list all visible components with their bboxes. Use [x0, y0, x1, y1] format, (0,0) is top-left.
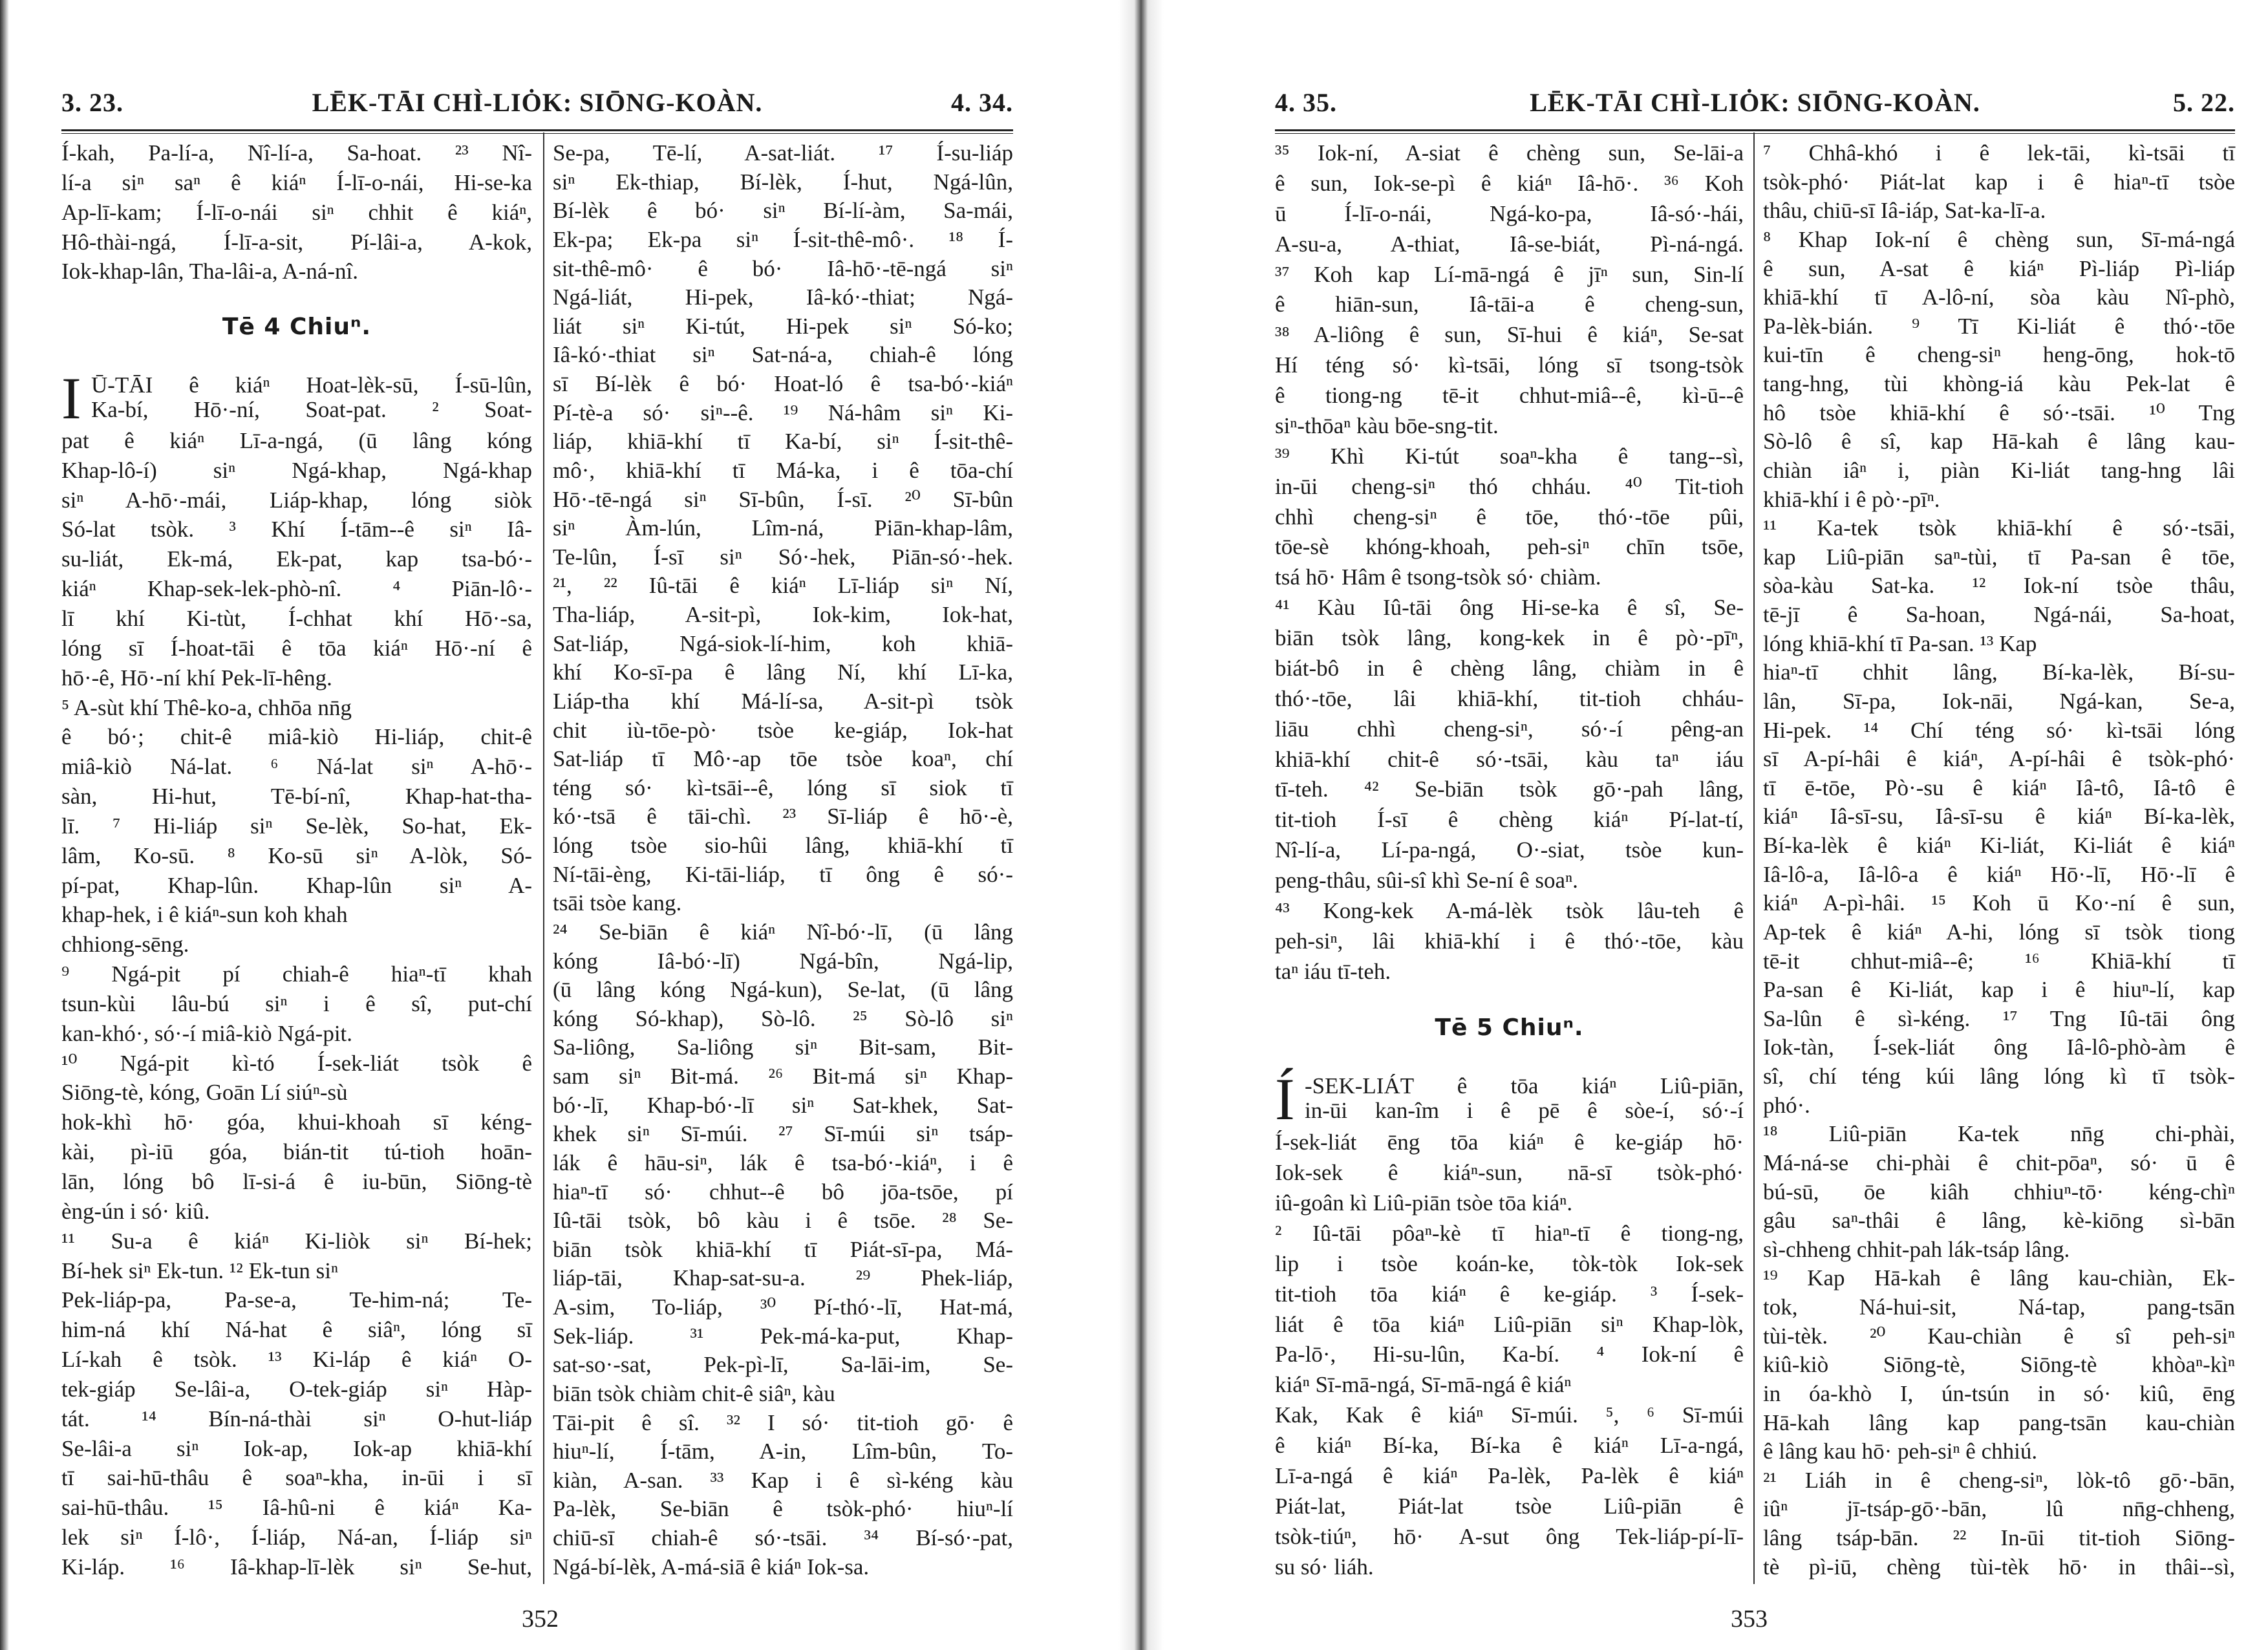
text-line: Ka-bí, Hō·-ní, Soat-pat. ² Soat-	[91, 397, 532, 423]
text-line: ¹⁰ Ngá-pit kì-tó Í-sek-liát tsòk ê	[61, 1050, 532, 1076]
text-line: Bí-ka-lèk ê kiáⁿ Ki-liát, Ki-liát ê kiáⁿ	[1763, 833, 2235, 858]
text-line: tōe-sè khóng-khoah, peh-siⁿ chīn tsōe,	[1275, 534, 1744, 560]
text-line: Hô-thài-ngá, Í-lī-a-sit, Pí-lâi-a, A-kok,	[61, 229, 532, 255]
text-line: kiáⁿ Sī-mā-ngá, Sī-mā-ngá ê kiáⁿ	[1275, 1372, 1572, 1398]
text-line: kiáⁿ A-pì-hâi. ¹⁵ Koh ū Ko·-ní ê sun,	[1763, 890, 2235, 916]
text-line: lâng tsáp-bān. ²² In-ūi tit-tioh Siōng-	[1763, 1525, 2235, 1550]
text-line: kan-khó·, só·-í miâ-kiò Ngá-pit.	[61, 1020, 353, 1046]
text-line: tsòk-phó· Piát-lat kap i ê hiaⁿ-tī tsòe	[1763, 169, 2235, 195]
text-line: su só· liáh.	[1275, 1554, 1374, 1580]
text-line: Piát-lat, Piát-lat tsòe Liû-piān ê	[1275, 1493, 1744, 1519]
text-line: Ní-tāi-èng, Ki-tāi-liáp, tī ông ê só·-	[553, 861, 1013, 887]
text-line: kiáⁿ Khap-sek-lek-phò-nî. ⁴ Piān-lô·-	[61, 576, 532, 602]
text-line: Ap-tek ê kiáⁿ A-hi, lóng sī tsòk tiong	[1763, 919, 2235, 945]
text-line: lān, lóng bô lī-si-á ê iu-būn, Siōng-tè	[61, 1169, 532, 1194]
text-line: ¹¹ Ka-tek tsòk khiā-khí ê só·-tsāi,	[1763, 515, 2235, 541]
text-column	[553, 141, 1013, 1580]
page-edge-shadow	[0, 0, 9, 1650]
drop-cap-paragraph	[1275, 1066, 1744, 1133]
header-title: LĒK-TĀI CHÌ-LIȮK: SIŌNG-KOÀN.	[1530, 88, 1980, 117]
text-line: khek siⁿ Sī-múi. ²⁷ Sī-múi siⁿ tsáp-	[553, 1121, 1013, 1147]
column-divider	[543, 133, 544, 1584]
text-line: lóng khiā-khí tī Pa-san. ¹³ Kap	[1763, 630, 2037, 656]
text-line: sai-hū-thâu. ¹⁵ Iâ-hû-ni ê kiáⁿ Ka-	[61, 1495, 532, 1521]
text-line: lek siⁿ Í-lô·, Í-liáp, Ná-an, Í-liáp siⁿ	[61, 1525, 532, 1550]
chapter-heading: Tē 5 Chiuⁿ.	[1435, 1014, 1584, 1041]
text-line: khap-hek, i ê kiáⁿ-sun koh khah	[61, 902, 348, 928]
text-line: Má-ná-se chi-phài ê chit-pōaⁿ, só· ū ê	[1763, 1150, 2235, 1175]
text-line: chit iù-tōe-pò· tsòe ke-giáp, Iok-hat	[553, 717, 1013, 743]
text-line: kóng Só-khap), Sò-lô. ²⁵ Sò-lô siⁿ	[553, 1005, 1013, 1031]
text-line: -SEK-LIÁT ê tōa kiáⁿ Liû-piān,	[1305, 1073, 1744, 1099]
text-line: chiàn iâⁿ i, piàn Ki-liát tang-hng lâi	[1763, 457, 2235, 483]
text-line: him-ná khí Ná-hat ê siâⁿ, lóng sī	[61, 1317, 532, 1343]
text-line: Te-lûn, Í-sī siⁿ Só·-hek, Piān-só·-hek.	[553, 544, 1013, 570]
text-line: khí Ko-sī-pa ê lâng Ní, khí Lī-ka,	[553, 659, 1013, 685]
text-line: iûⁿ jī-tsáp-gō·-bān, lû nn̄g-chheng,	[1763, 1496, 2235, 1522]
text-line: chhì cheng-siⁿ ê tōe, thó·-tōe pûi,	[1275, 504, 1744, 530]
text-line: thó·-tōe, lâi khiā-khí, tit-tioh chháu-	[1275, 685, 1744, 711]
text-line: tsá hō· Hâm ê tsong-tsòk só· chiàm.	[1275, 564, 1601, 590]
text-line: liát ê tōa kiáⁿ Liû-piān siⁿ Khap-lòk,	[1275, 1311, 1744, 1337]
text-line: kap Liû-piān saⁿ-tùi, tī Pa-san ê tōe,	[1763, 544, 2235, 570]
text-line: ê sun, A-sat ê kiáⁿ Pì-liáp Pì-liáp	[1763, 255, 2235, 281]
text-line: Lí-kah ê tsòk. ¹³ Ki-láp ê kiáⁿ O-	[61, 1347, 532, 1373]
text-line: lóng sī Í-hoat-tāi ê tōa kiáⁿ Hō·-ní ê	[61, 635, 532, 661]
text-line: lí-a siⁿ saⁿ ê kiáⁿ Í-lī-o-nái, Hi-se-ka	[61, 169, 532, 195]
text-line: kó·-tsā ê tāi-chì. ²³ Sī-liáp ê hō·-è,	[553, 804, 1013, 830]
text-line: liáp, khiā-khí tī Ka-bí, siⁿ Í-sit-thê-	[553, 429, 1013, 455]
text-line: Hā-kah lâng kap pang-tsān kau-chiàn	[1763, 1409, 2235, 1435]
text-line: sit-thê-mô· ê bó· Iâ-hō·-tē-ngá siⁿ	[553, 255, 1013, 281]
text-line: iû-goân kì Liû-piān tsòe tōa kiáⁿ.	[1275, 1190, 1573, 1216]
text-line: tī-teh. ⁴² Se-biān tsòk gō·-pah lâng,	[1275, 777, 1744, 802]
text-line: lák ê hāu-siⁿ, lák ê tsa-bó·-kiáⁿ, i ê	[553, 1150, 1013, 1175]
text-line: tok, Ná-hui-sit, Ná-tap, pang-tsān	[1763, 1294, 2235, 1320]
text-line: pat ê kiáⁿ Lī-a-ngá, (ū lâng kóng	[61, 427, 532, 453]
book-gutter	[1118, 0, 1164, 1650]
text-line: liát siⁿ Ki-tút, Hi-pek siⁿ Só-ko;	[553, 313, 1013, 339]
text-line: liáp-tāi, Khap-sat-su-a. ²⁹ Phek-liáp,	[553, 1265, 1013, 1291]
text-line: Ngá-liát, Hi-pek, Iâ-kó·-thiat; Ngá-	[553, 284, 1013, 310]
drop-cap-paragraph	[61, 365, 532, 432]
text-line: lâm, Ko-sū. ⁸ Ko-sū siⁿ A-lòk, Só-	[61, 842, 532, 868]
text-line: Liáp-tha khí Má-lí-sa, A-sit-pì tsòk	[553, 688, 1013, 714]
text-column	[61, 141, 532, 1580]
text-line: biān tsòk lâng, kong-kek in ê pò·-pīⁿ,	[1275, 625, 1744, 650]
text-line: Pa-lō·, Hi-su-lûn, Ka-bí. ⁴ Iok-ní ê	[1275, 1342, 1744, 1367]
text-line: ê bó·; chit-ê miâ-kiò Hi-liáp, chit-ê	[61, 724, 532, 750]
text-line: miâ-kiò Ná-lat. ⁶ Ná-lat siⁿ A-hō·-	[61, 754, 532, 780]
text-line: Pí-tè-a só· siⁿ--ê. ¹⁹ Ná-hâm siⁿ Ki-	[553, 400, 1013, 425]
text-line: A-su-a, A-thiat, Iâ-se-biát, Pì-ná-ngá.	[1275, 231, 1744, 257]
text-line: tsun-kùi lâu-bú siⁿ i ê sî, put-chí	[61, 991, 532, 1016]
text-line: mô·, khiā-khí tī Má-ka, i ê tōa-chí	[553, 457, 1013, 483]
text-line: siⁿ-thōaⁿ kàu bōe-sng-tit.	[1275, 412, 1499, 438]
text-line: Ngá-bí-lèk, A-má-siā ê kiáⁿ Iok-sa.	[553, 1554, 870, 1580]
text-line: khiā-khí i ê pò·-pīⁿ.	[1763, 486, 1940, 512]
text-line: gâu saⁿ-thâi ê lâng, kè-kiōng sì-bān	[1763, 1208, 2235, 1234]
text-line: ê lâng kau hō· peh-siⁿ ê chhiú.	[1763, 1439, 2038, 1464]
text-line: tē-jī ê Sa-hoan, Ngá-nái, Sa-hoat,	[1763, 602, 2235, 627]
text-line: Sò-lô ê sî, kap Hā-kah ê lâng kau-	[1763, 429, 2235, 455]
text-line: Ek-pa; Ek-pa siⁿ Í-sit-thê-mô·. ¹⁸ Í-	[553, 226, 1013, 252]
text-line: Sat-liáp tī Mô·-ap tōe tsòe koaⁿ, chí	[553, 746, 1013, 772]
text-line: Ū-TĀI ê kiáⁿ Hoat-lèk-sū, Í-sū-lûn,	[91, 372, 532, 398]
text-line: in óa-khò I, ún-tsún in só· kiû, ēng	[1763, 1380, 2235, 1406]
text-line: in-ūi kan-îm i ê pē ê sòe-í, só·-í	[1305, 1098, 1744, 1124]
text-line: ê tiong-ng tē-it chhut-miâ--ê, kì-ū--ê	[1275, 383, 1744, 408]
text-line: peh-siⁿ, lâi khiā-khí i ê thó·-tōe, kàu	[1275, 928, 1744, 954]
text-line: Khap-lô-í) siⁿ Ngá-khap, Ngá-khap	[61, 457, 532, 483]
text-line: lī. ⁷ Hi-liáp siⁿ Se-lèk, So-hat, Ek-	[61, 813, 532, 839]
running-header	[61, 87, 1013, 120]
text-line: ⁷ Chhâ-khó i ê lek-tāi, kì-tsāi tī	[1763, 140, 2235, 166]
text-line: Í-kah, Pa-lí-a, Nî-lí-a, Sa-hoat. ²³ Nî-	[61, 140, 532, 166]
drop-cap-initial: I	[61, 365, 81, 432]
text-line: Hi-pek. ¹⁴ Chí téng só· kì-tsāi lóng	[1763, 717, 2235, 743]
text-line: ê kiáⁿ Bí-ka, Bí-ka ê kiáⁿ Lī-a-ngá,	[1275, 1433, 1744, 1458]
text-line: tùi-tèk. ²⁰ Kau-chiàn ê sî peh-siⁿ	[1763, 1323, 2235, 1349]
right-page	[1275, 0, 2235, 1650]
text-line: hiaⁿ-tī só· chhut--ê bô jōa-tsōe, pí	[553, 1179, 1013, 1205]
text-line: èng-ún i só· kiû.	[61, 1198, 210, 1224]
text-line: Iû-tāi tsòk, bô kàu i ê tsōe. ²⁸ Se-	[553, 1208, 1013, 1234]
text-line: ²⁴ Se-biān ê kiáⁿ Nî-bó·-lī, (ū lâng	[553, 919, 1013, 945]
text-column	[1275, 141, 1744, 1580]
text-line: kiàn, A-san. ³³ Kap i ê sì-kéng kàu	[553, 1467, 1013, 1493]
text-line: ²¹ Liáh in ê cheng-siⁿ, lòk-tô gō·-bān,	[1763, 1467, 2235, 1493]
text-line: (ū lâng kóng Ngá-kun), Se-lat, (ū lâng	[553, 977, 1013, 1003]
text-line: ³⁸ A-liông ê sun, Sī-hui ê kiáⁿ, Se-sat	[1275, 322, 1744, 348]
text-line: siⁿ Àm-lún, Lîm-ná, Piān-khap-lâm,	[553, 515, 1013, 541]
chapter-heading: Tē 4 Chiuⁿ.	[222, 314, 372, 341]
text-line: Hí téng só· kì-tsāi, lóng sī tsong-tsòk	[1275, 352, 1744, 378]
text-line: siⁿ Ek-thiap, Bí-lèk, Í-hut, Ngá-lûn,	[553, 169, 1013, 195]
text-line: ¹⁹ Kap Hā-kah ê lâng kau-chiàn, Ek-	[1763, 1265, 2235, 1291]
text-line: Só-lat tsòk. ³ Khí Í-tām--ê siⁿ Iâ-	[61, 517, 532, 542]
text-line: Sek-liáp. ³¹ Pek-má-ka-put, Khap-	[553, 1323, 1013, 1349]
text-line: su-liát, Ek-má, Ek-pat, kap tsa-bó·-	[61, 546, 532, 572]
text-line: ⁹ Ngá-pit pí chiah-ê hiaⁿ-tī khah	[61, 961, 532, 987]
text-line: Ap-lī-kam; Í-lī-o-nái siⁿ chhit ê kiáⁿ,	[61, 199, 532, 225]
text-line: lóng tsòe sio-hûi lâng, khiā-khí tī	[553, 833, 1013, 858]
text-line: ⁵ A-sùt khí Thê-ko-a, chhōa nn̄g	[61, 694, 352, 720]
text-line: tī ē-tōe, Pò·-su ê kiáⁿ Iâ-tô, Iâ-tô ê	[1763, 775, 2235, 800]
text-line: ²¹, ²² Iû-tāi ê kiáⁿ Lī-liáp siⁿ Ní,	[553, 573, 1013, 599]
text-line: lip i tsòe koán-ke, tòk-tòk Iok-sek	[1275, 1250, 1744, 1276]
text-line: lân, Sī-pa, Iok-nāi, Ngá-kan, Se-a,	[1763, 688, 2235, 714]
text-line: Iâ-kó·-thiat siⁿ Sat-ná-a, chiah-ê lóng	[553, 342, 1013, 368]
header-rule	[1275, 129, 2235, 134]
text-line: Iok-tàn, Í-sek-liát ông Iâ-lô-phò-àm ê	[1763, 1034, 2235, 1060]
text-line: hok-khì hō· góa, khui-khoah sī kéng-	[61, 1109, 532, 1135]
text-line: Bí-lèk ê bó· siⁿ Bí-lí-àm, Sa-mái,	[553, 198, 1013, 224]
text-line: Iok-sek ê kiáⁿ-sun, nā-sī tsòk-phó·	[1275, 1160, 1744, 1186]
text-line: biān tsòk chiàm chit-ê siâⁿ, kàu	[553, 1380, 835, 1406]
text-line: siⁿ A-hō·-mái, Liáp-khap, lóng siòk	[61, 487, 532, 513]
text-line: Pa-lèk, Se-biān ê tsòk-phó· hiuⁿ-lí	[553, 1496, 1013, 1522]
text-line: khiā-khí tī A-lô-ní, sòa kàu Nî-phò,	[1763, 284, 2235, 310]
text-line: sam siⁿ Bit-má. ²⁶ Bit-má siⁿ Khap-	[553, 1064, 1013, 1089]
text-column	[1763, 141, 2235, 1580]
text-line: sì-chheng chhit-pah lák-tsáp lâng.	[1763, 1236, 2070, 1262]
text-line: A-sim, To-liáp, ³⁰ Pí-thó·-lī, Hat-má,	[553, 1294, 1013, 1320]
text-line: in-ūi cheng-siⁿ thó chháu. ⁴⁰ Tit-tioh	[1275, 473, 1744, 499]
text-line: sî, chí téng kúi lâng lóng kì tī tsòk-	[1763, 1064, 2235, 1089]
header-verse-end: 4. 34.	[951, 88, 1013, 117]
text-line: thâu, chiū-sī Iâ-iáp, Sat-ka-lī-a.	[1763, 198, 2046, 224]
text-line: liāu chhì cheng-siⁿ, só·-í pêng-an	[1275, 716, 1744, 742]
text-line: hiuⁿ-lí, Í-tām, A-in, Lîm-bûn, To-	[553, 1439, 1013, 1464]
text-line: phó·.	[1763, 1092, 1810, 1118]
text-line: ³⁵ Iok-ní, A-siat ê chèng sun, Se-lāi-a	[1275, 140, 1744, 166]
text-line: Bí-hek siⁿ Ek-tun. ¹² Ek-tun siⁿ	[61, 1258, 338, 1283]
text-line: ³⁷ Koh kap Lí-mā-ngá ê jīⁿ sun, Sin-lí	[1275, 261, 1744, 287]
text-line: tang-hng, tùi khòng-iá kàu Pek-lat ê	[1763, 371, 2235, 396]
text-line: Iok-khap-lân, Tha-lâi-a, A-ná-nî.	[61, 259, 359, 284]
text-line: Se-pa, Tē-lí, A-sat-liát. ¹⁷ Í-su-liáp	[553, 140, 1013, 166]
text-line: Tha-liáp, A-sit-pì, Iok-kim, Iok-hat,	[553, 602, 1013, 627]
text-line: ¹⁸ Liû-piān Ka-tek nn̄g chi-phài,	[1763, 1121, 2235, 1147]
text-line: tī sai-hū-thâu ê soaⁿ-kha, in-ūi i sī	[61, 1465, 532, 1491]
text-line: tsāi tsòe kang.	[553, 890, 682, 916]
header-title: LĒK-TĀI CHÌ-LIȮK: SIŌNG-KOÀN.	[312, 88, 763, 117]
text-line: ⁸ Khap Iok-ní ê chèng sun, Sī-má-ngá	[1763, 226, 2235, 252]
text-line: peng-thâu, sûi-sî khì Se-ní ê soaⁿ.	[1275, 868, 1578, 893]
text-line: Nî-lí-a, Lí-pa-ngá, O·-siat, tsòe kun-	[1275, 837, 1744, 863]
text-line: Í-sek-liát ēng tōa kiáⁿ ê ke-giáp hō·	[1275, 1130, 1744, 1155]
text-line: biān tsòk khiā-khí tī Piát-sī-pa, Má-	[553, 1236, 1013, 1262]
text-line: tè pì-iū, chèng tùi-tèk hō· in thâi--sì,	[1763, 1554, 2235, 1580]
text-line: pí-pat, Khap-lûn. Khap-lûn siⁿ A-	[61, 872, 532, 898]
text-line: sī Bí-lèk ê bó· Hoat-ló ê tsa-bó·-kiáⁿ	[553, 371, 1013, 396]
text-line: khiā-khí chit-ê só·-tsāi, kàu taⁿ iáu	[1275, 746, 1744, 772]
text-line: bú-sū, ōe kiâh chhiuⁿ-tō· kéng-chìⁿ	[1763, 1179, 2235, 1205]
text-line: hiaⁿ-tī chhit lâng, Bí-ka-lèk, Bí-su-	[1763, 659, 2235, 685]
text-line: Pek-liáp-pa, Pa-se-a, Te-him-ná; Te-	[61, 1287, 532, 1313]
text-line: Hō·-tē-ngá siⁿ Sī-bûn, Í-sī. ²⁰ Sī-bûn	[553, 486, 1013, 512]
text-line: sàn, Hi-hut, Tē-bí-nî, Khap-hat-tha-	[61, 784, 532, 809]
header-verse-end: 5. 22.	[2173, 88, 2235, 117]
text-line: biát-bô in ê chèng lâng, chiàm in ê	[1275, 655, 1744, 681]
header-verse-start: 4. 35.	[1275, 88, 1337, 117]
header-verse-start: 3. 23.	[61, 88, 123, 117]
page-number: 352	[522, 1605, 559, 1633]
text-line: chhiong-sēng.	[61, 932, 189, 958]
text-line: sòa-kàu Sat-ka. ¹² Iok-ní tsòe thâu,	[1763, 573, 2235, 599]
text-line: hô tsòe khiā-khí ê só·-tsāi. ¹⁰ Tng	[1763, 400, 2235, 425]
column-divider	[1753, 133, 1755, 1584]
left-page	[61, 0, 1013, 1650]
text-line: Se-lâi-a siⁿ Iok-ap, Iok-ap khiā-khí	[61, 1435, 532, 1461]
text-line: ¹¹ Su-a ê kiáⁿ Ki-liòk siⁿ Bí-hek;	[61, 1228, 532, 1254]
text-line: sī A-pí-hâi ê kiáⁿ, A-pí-hâi ê tsòk-phó·	[1763, 746, 2235, 772]
text-line: bó·-lī, Khap-bó·-lī siⁿ Sat-khek, Sat-	[553, 1092, 1013, 1118]
text-line: kóng Iâ-bó·-lī) Ngá-bîn, Ngá-lip,	[553, 948, 1013, 974]
text-line: hō·-ê, Hō·-ní khí Pek-lī-hêng.	[61, 665, 332, 691]
text-line: taⁿ iáu tī-teh.	[1275, 958, 1391, 984]
text-line: Sat-liáp, Ngá-siok-lí-him, koh khiā-	[553, 630, 1013, 656]
text-line: sat-so·-sat, Pek-pì-lī, Sa-lāi-im, Se-	[553, 1352, 1013, 1378]
running-header	[1275, 87, 2235, 120]
header-rule	[61, 129, 1013, 134]
text-line: Lī-a-ngá ê kiáⁿ Pa-lèk, Pa-lèk ê kiáⁿ	[1275, 1462, 1744, 1488]
text-line: Pa-san ê Ki-liát, kap i ê hiuⁿ-lí, kap	[1763, 977, 2235, 1003]
text-line: Pa-lèk-bián. ⁹ Tī Ki-liát ê thó·-tōe	[1763, 313, 2235, 339]
text-line: Kak, Kak ê kiáⁿ Sī-múi. ⁵, ⁶ Sī-múi	[1275, 1402, 1744, 1428]
text-line: Iâ-lô-a, Iâ-lô-a ê kiáⁿ Hō·-lī, Hō·-lī ê	[1763, 861, 2235, 887]
text-line: tē-it chhut-miâ--ê; ¹⁶ Khiā-khí tī	[1763, 948, 2235, 974]
text-line: kài, pì-iū góa, bián-tit tú-tioh hoān-	[61, 1139, 532, 1165]
text-line: Ki-láp. ¹⁶ Iâ-khap-lī-lèk siⁿ Se-hut,	[61, 1554, 532, 1580]
text-line: tsòk-tiúⁿ, hō· A-sut ông Tek-liáp-pí-lī-	[1275, 1523, 1744, 1549]
text-line: ² Iû-tāi pôaⁿ-kè tī hiaⁿ-tī ê tiong-ng,	[1275, 1220, 1744, 1246]
text-line: Sa-lûn ê sì-kéng. ¹⁷ Tng Iû-tāi ông	[1763, 1005, 2235, 1031]
text-line: téng só· kì-tsāi--ê, lóng sī siok tī	[553, 775, 1013, 800]
text-line: ⁴¹ Kàu Iû-tāi ông Hi-se-ka ê sî, Se-	[1275, 595, 1744, 621]
text-line: tek-giáp Se-lâi-a, O-tek-giáp siⁿ Hàp-	[61, 1376, 532, 1402]
text-line: tit-tioh tōa kiáⁿ ê ke-giáp. ³ Í-sek-	[1275, 1281, 1744, 1307]
text-line: tit-tioh Í-sī ê chèng kiáⁿ Pí-lat-tí,	[1275, 807, 1744, 833]
text-line: ū Í-lī-o-nái, Ngá-ko-pa, Iâ-só·-hái,	[1275, 200, 1744, 226]
text-line: ⁴³ Kong-kek A-má-lèk tsòk lâu-teh ê	[1275, 897, 1744, 923]
text-line: Tāi-pit ê sî. ³² I só· tit-tioh gō· ê	[553, 1409, 1013, 1435]
page-number: 353	[1731, 1605, 1768, 1633]
text-line: ³⁹ Khì Ki-tút soaⁿ-kha ê tang--sì,	[1275, 443, 1744, 469]
text-line: ê hiān-sun, Iâ-tāi-a ê cheng-sun,	[1275, 292, 1744, 317]
text-line: chiū-sī chiah-ê só·-tsāi. ³⁴ Bí-só·-pat,	[553, 1525, 1013, 1550]
text-line: Sa-liông, Sa-liông siⁿ Bit-sam, Bit-	[553, 1034, 1013, 1060]
text-line: lī khí Ki-tùt, Í-chhat khí Hō·-sa,	[61, 605, 532, 631]
text-line: ê sun, Iok-se-pì ê kiáⁿ Iâ-hō·. ³⁶ Koh	[1275, 170, 1744, 196]
text-line: kiáⁿ Iâ-sī-su, Iâ-sī-su ê kiáⁿ Bí-ka-lèk,	[1763, 804, 2235, 830]
drop-cap-initial: Í	[1275, 1066, 1295, 1133]
text-line: tát. ¹⁴ Bín-ná-thài siⁿ O-hut-liáp	[61, 1406, 532, 1431]
text-line: Siōng-tè, kóng, Goān Lí siúⁿ-sù	[61, 1080, 348, 1106]
text-line: kui-tīn ê cheng-siⁿ heng-ōng, hok-tō	[1763, 342, 2235, 368]
text-line: kiû-kiò Siōng-tè, Siōng-tè khòaⁿ-kìⁿ	[1763, 1352, 2235, 1378]
